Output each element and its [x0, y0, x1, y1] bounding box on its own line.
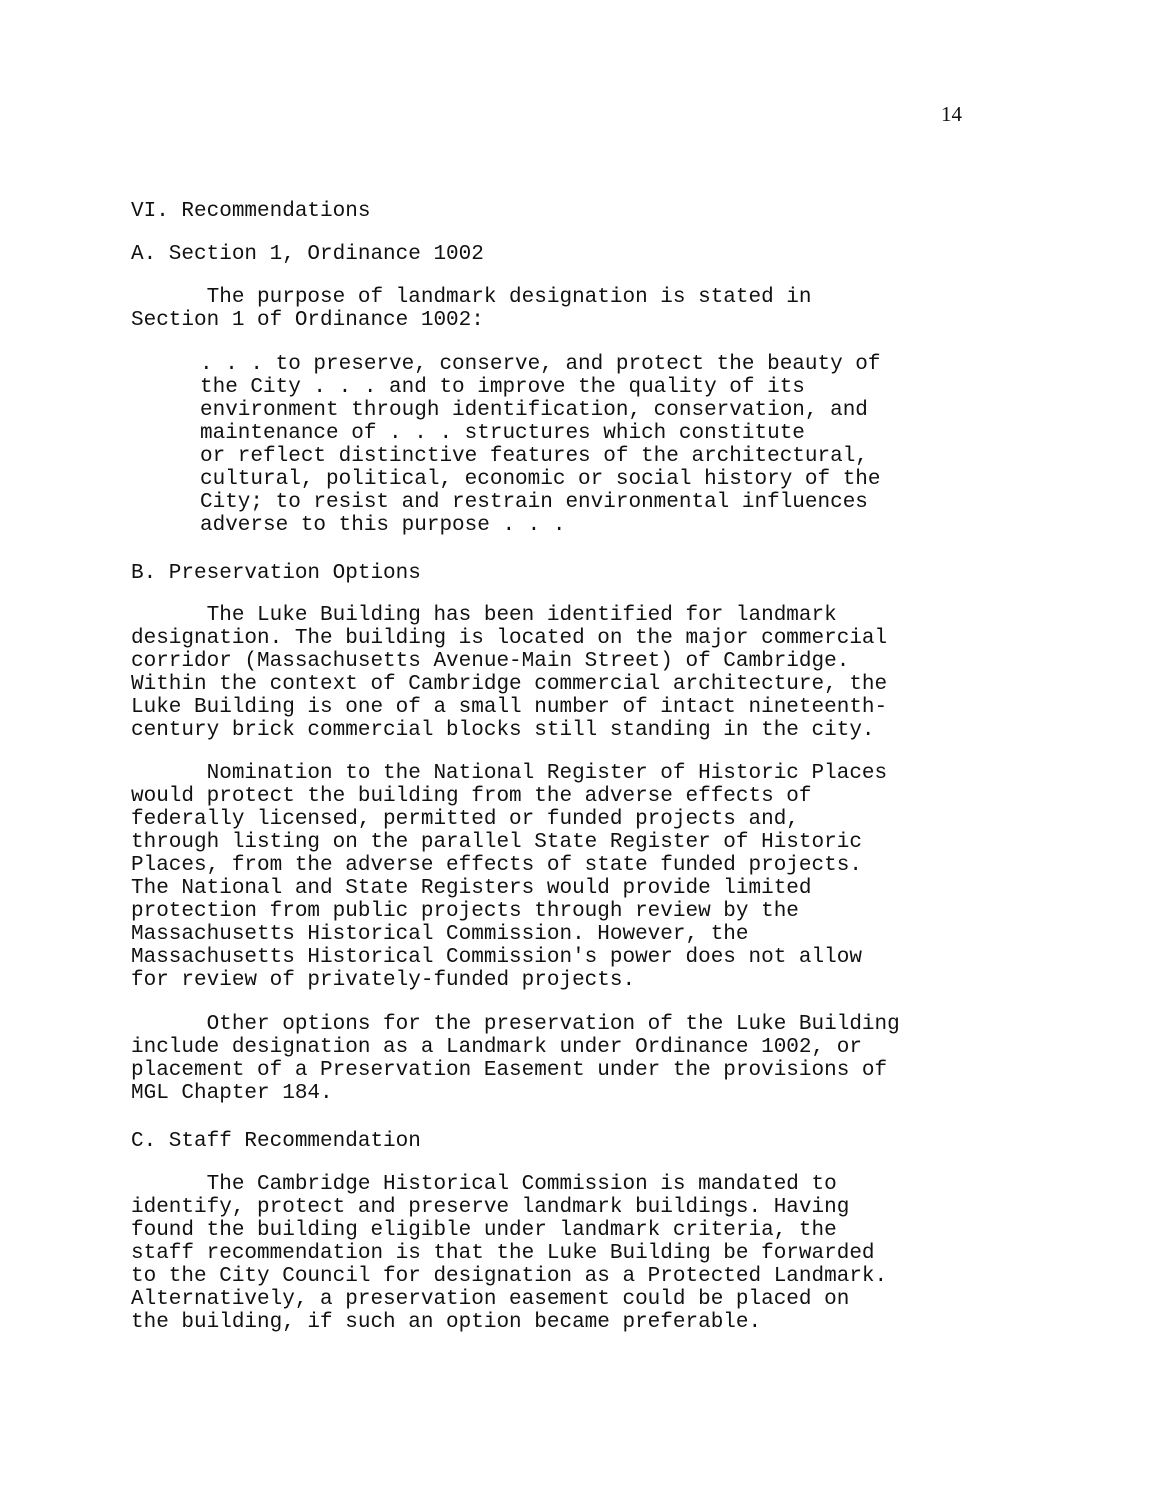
section-c-heading: C. Staff Recommendation	[131, 1130, 421, 1153]
page-number: 14	[941, 102, 962, 126]
section-a-paragraph: The purpose of landmark designation is stated in Section 1 of Ordinance 1002:	[131, 286, 812, 332]
section-b-paragraph-2: Nomination to the National Register of Historic Places would protect the building from the adverse effects of federally licensed, permitted or funded projects and, through listing on the parallel State Register of Historic Places, from the adverse effects of state funded projects. The National and State Registers would provide limited protection from public projects through review by the Massachusetts Historical Commission. However, the Massachusetts Historical Commission's power does not allow for review of privately-funded projects.	[131, 762, 888, 992]
section-a-heading: A. Section 1, Ordinance 1002	[131, 243, 484, 266]
section-b-heading: B. Preservation Options	[131, 562, 421, 585]
section-title: VI. Recommendations	[131, 200, 371, 223]
section-b-paragraph-1: The Luke Building has been identified for landmark designation. The building is located on the major commercial corridor (Massachusetts Avenue-Main Street) of Cambridge. Within the context of Cambridge commercial architecture, the Luke Building is one of a small number of intact nineteenth- century brick commercial blocks still standing in the city.	[131, 604, 888, 742]
section-c-paragraph: The Cambridge Historical Commission is mandated to identify, protect and preserve landmark buildings. Having found the building eligible under landmark criteria, the staff recommendation is that the Luke Building be forwarded to the City Council for designation as a Protected Landmark. Alternatively, a preservation easement could be placed on the building, if such an option became preferable.	[131, 1173, 888, 1334]
section-b-paragraph-3: Other options for the preservation of the Luke Building include designation as a Landmark under Ordinance 1002, or placement of a Preservation Easement under the provisions of MGL Chapter 184.	[131, 1013, 900, 1105]
section-a-quote: . . . to preserve, conserve, and protect the beauty of the City . . . and to improve the quality of its environment through identification, conservation, and maintenance of . . . structures which constitute or reflect distinctive features of the architectural, cultural, political, economic or social history of the City; to resist and restrain environmental influences adverse to this purpose . . .	[200, 353, 881, 537]
